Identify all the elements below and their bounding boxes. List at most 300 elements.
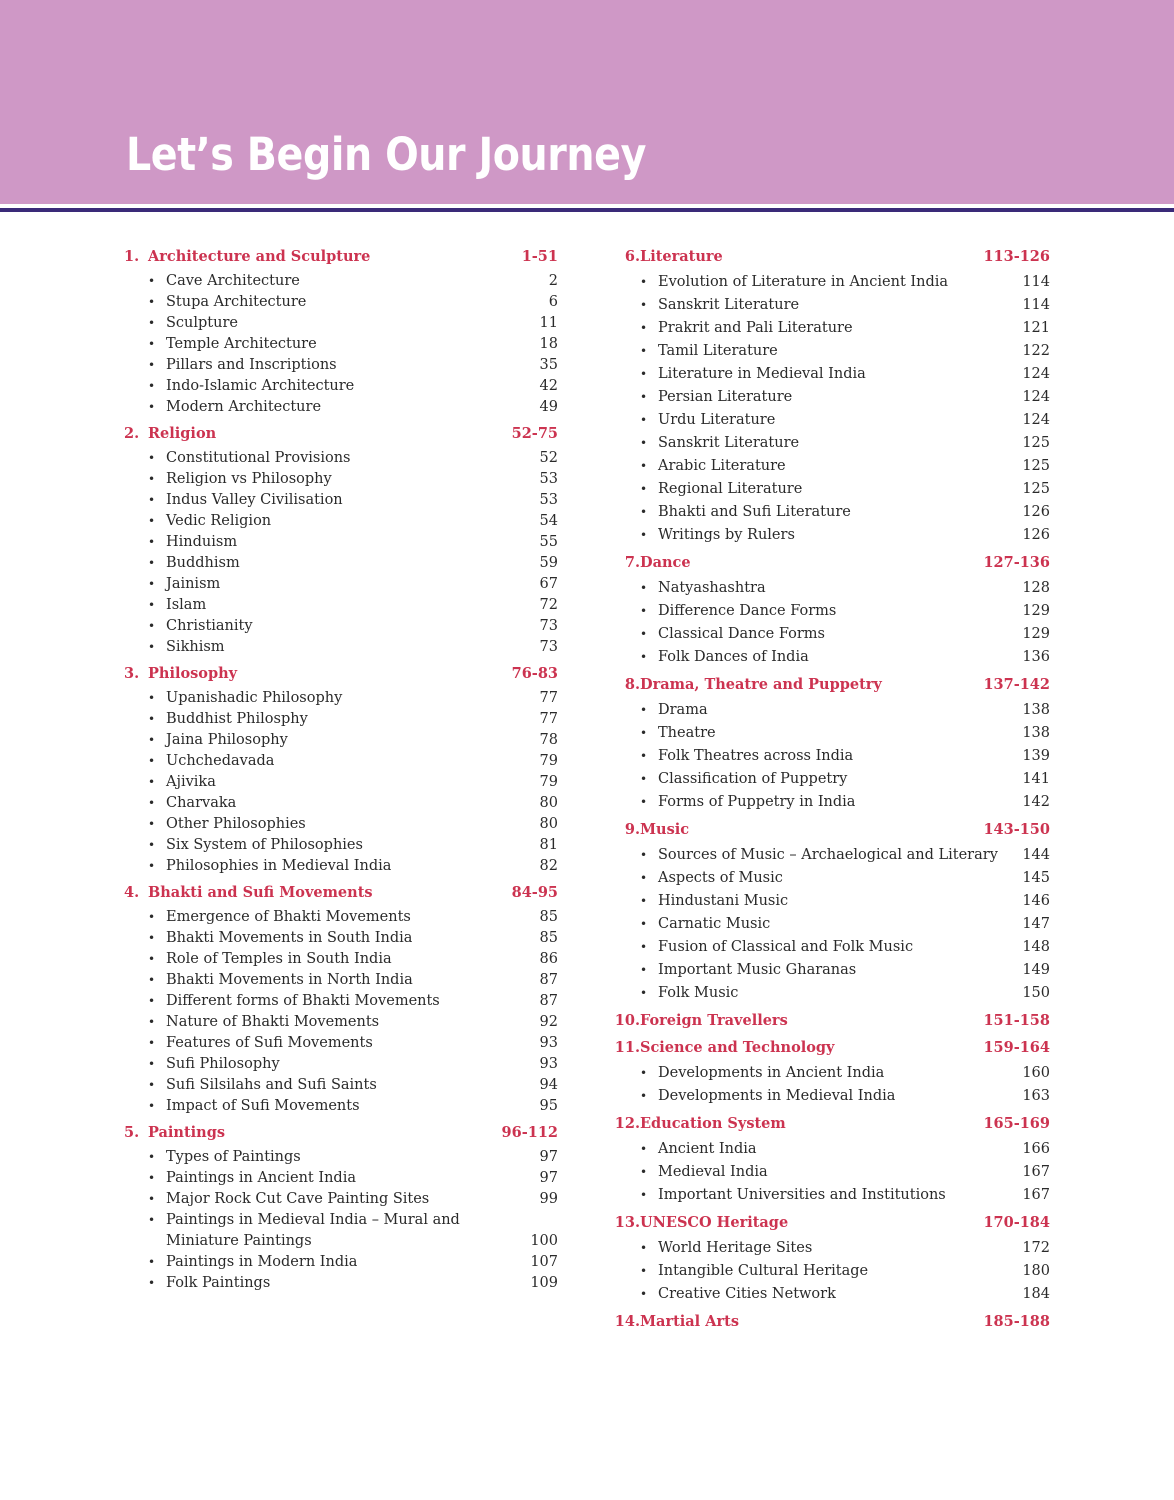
topic-page: 142 [1022,794,1050,810]
topic-label-group [640,340,1022,363]
topic-label-group [640,294,1022,317]
topic-label[interactable]: Carnatic Music [658,916,771,932]
topic-item[interactable] [148,949,558,970]
topic-item[interactable] [640,455,1050,478]
topic-item[interactable] [640,1237,1050,1260]
topic-item[interactable] [148,553,558,574]
topic-item[interactable] [148,271,558,292]
bullet-icon: • [148,1213,156,1227]
topic-label[interactable]: Paintings in Ancient India [166,1170,357,1186]
topic-label[interactable]: Indo-Islamic Architecture [166,378,355,394]
topic-label[interactable]: Arabic Literature [658,458,786,474]
topic-label[interactable]: Hindustani Music [658,893,789,909]
header-rule [0,208,1174,212]
topic-label[interactable]: Drama [658,702,708,718]
topic-item[interactable] [148,1075,558,1096]
topic-label[interactable]: Creative Cities Network [658,1286,836,1302]
topic-label-group [640,913,1022,936]
topic-list [124,688,558,877]
topic-item[interactable] [640,699,1050,722]
topic-label[interactable]: Role of Temples in South India [166,951,392,967]
topic-label[interactable]: Indus Valley Civilisation [166,492,343,508]
chapter-heading[interactable] [606,1212,1050,1234]
topic-label-group [640,867,1022,890]
topic-label-group [148,595,540,616]
topic-item[interactable] [640,959,1050,982]
bullet-icon: • [640,1188,648,1202]
topic-label-group [148,751,540,772]
topic-label[interactable]: Jaina Philosophy [166,732,288,748]
toc-chapter [124,246,558,418]
chapter-heading[interactable] [606,1311,1050,1333]
topic-label[interactable]: Classical Dance Forms [658,626,825,642]
bullet-icon: • [148,619,156,633]
chapter-heading[interactable] [606,819,1050,841]
topic-label[interactable]: Evolution of Literature in Ancient India [658,274,949,290]
topic-label[interactable]: Types of Paintings [166,1149,301,1165]
topic-item[interactable] [148,907,558,928]
bullet-icon: • [148,838,156,852]
topic-label[interactable]: Folk Dances of India [658,649,809,665]
topic-item[interactable] [640,913,1050,936]
chapter-title[interactable]: Architecture and Sculpture [148,248,371,265]
topic-label[interactable]: Medieval India [658,1164,768,1180]
bullet-icon: • [640,650,648,664]
bullet-icon: • [148,577,156,591]
chapter-title[interactable]: Literature [640,248,723,265]
topic-page: 73 [539,618,558,634]
topic-item[interactable] [640,623,1050,646]
topic-page: 81 [539,837,558,853]
topic-label[interactable]: Jainism [166,576,221,592]
chapter-title-group [124,882,373,904]
topic-item[interactable] [148,1147,558,1168]
bullet-icon: • [640,367,648,381]
bullet-icon: • [640,298,648,312]
toc-column-left [124,246,558,1294]
topic-item[interactable] [640,1184,1050,1207]
chapter-title-group [124,663,237,685]
topic-label[interactable]: Sculpture [166,315,238,331]
bullet-icon: • [640,940,648,954]
topic-item[interactable] [640,646,1050,669]
bullet-icon: • [148,400,156,414]
topic-item[interactable] [148,1012,558,1033]
bullet-icon: • [640,894,648,908]
topic-item[interactable] [148,511,558,532]
topic-label[interactable]: Folk Music [658,985,739,1001]
chapter-number: 6. [624,248,640,265]
topic-item[interactable] [640,294,1050,317]
topic-page: 94 [539,1077,558,1093]
topic-page: 129 [1022,626,1050,642]
topic-label[interactable]: Sanskrit Literature [658,297,800,313]
topic-list [606,271,1050,547]
topic-label[interactable]: Hinduism [166,534,238,550]
chapter-heading[interactable] [606,552,1050,574]
topic-item[interactable] [640,432,1050,455]
topic-item[interactable] [148,574,558,595]
bullet-icon: • [148,952,156,966]
topic-label[interactable]: Sources of Music – Archaelogical and Literary [658,847,998,863]
chapter-heading[interactable] [606,674,1050,696]
topic-item[interactable] [640,890,1050,913]
topic-item[interactable] [640,600,1050,623]
topic-label[interactable]: Modern Architecture [166,399,322,415]
topic-item[interactable] [640,844,1050,867]
topic-item[interactable] [148,292,558,313]
topic-item[interactable] [640,791,1050,814]
topic-item[interactable] [148,469,558,490]
topic-page: 167 [1022,1187,1050,1203]
topic-page: 87 [539,993,558,1009]
chapter-title[interactable]: Bhakti and Sufi Movements [148,884,373,901]
bullet-icon: • [148,973,156,987]
topic-item[interactable] [148,772,558,793]
chapter-heading[interactable] [124,663,558,685]
bullet-icon: • [148,1099,156,1113]
topic-label[interactable]: Aspects of Music [658,870,783,886]
topic-item[interactable] [148,1033,558,1054]
chapter-title[interactable]: Dance [640,554,691,571]
topic-list [606,699,1050,814]
topic-item[interactable] [148,355,558,376]
topic-label[interactable]: World Heritage Sites [658,1240,813,1256]
topic-item[interactable] [148,730,558,751]
topic-item[interactable] [148,637,558,658]
topic-label[interactable]: Important Universities and Institutions [658,1187,946,1203]
chapter-heading[interactable] [124,423,558,445]
topic-item[interactable] [640,524,1050,547]
bullet-icon: • [640,1142,648,1156]
topic-page: 166 [1022,1141,1050,1157]
topic-label[interactable]: Six System of Philosophies [166,837,363,853]
topic-item[interactable] [640,363,1050,386]
bullet-icon: • [148,640,156,654]
topic-item[interactable] [148,376,558,397]
chapter-heading[interactable] [124,1122,558,1144]
topic-label[interactable]: Literature in Medieval India [658,366,866,382]
topic-label[interactable]: Folk Theatres across India [658,748,854,764]
topic-page: 122 [1022,343,1050,359]
topic-page: 149 [1022,962,1050,978]
topic-page: 59 [539,555,558,571]
topic-item[interactable] [148,856,558,877]
topic-item[interactable] [148,490,558,511]
topic-label[interactable]: Impact of Sufi Movements [166,1098,360,1114]
topic-label-group [640,890,1022,913]
topic-item[interactable] [148,1252,558,1273]
topic-label-group [148,616,540,637]
topic-label[interactable]: Buddhist Philosphy [166,711,308,727]
topic-label-group [148,271,549,292]
topic-label[interactable]: Major Rock Cut Cave Painting Sites [166,1191,430,1207]
bullet-icon: • [640,1165,648,1179]
topic-label[interactable]: Folk Paintings [166,1275,271,1291]
topic-item[interactable] [640,1260,1050,1283]
topic-label[interactable]: Religion vs Philosophy [166,471,332,487]
header-banner [0,0,1174,204]
topic-item[interactable] [148,334,558,355]
bullet-icon: • [148,796,156,810]
topic-page: 11 [539,315,558,331]
topic-label-group [640,1237,1022,1260]
toc-chapter [124,1122,558,1294]
topic-label-group [640,1184,1022,1207]
topic-item[interactable] [640,340,1050,363]
topic-label-group [640,524,1022,547]
topic-item[interactable] [148,616,558,637]
topic-label[interactable]: Sikhism [166,639,225,655]
topic-item[interactable] [640,745,1050,768]
chapter-heading[interactable] [606,246,1050,268]
topic-label[interactable]: Fusion of Classical and Folk Music [658,939,914,955]
chapter-title-group [606,246,723,268]
topic-label[interactable]: Intangible Cultural Heritage [658,1263,869,1279]
chapter-heading[interactable] [606,1037,1050,1059]
bullet-icon: • [148,514,156,528]
topic-item[interactable] [148,595,558,616]
topic-item[interactable] [640,577,1050,600]
topic-page: 124 [1022,412,1050,428]
chapter-number: 14. [614,1313,640,1330]
topic-label[interactable]: Paintings in Medieval India – Mural and Miniature Paintings [166,1212,460,1249]
topic-page: 146 [1022,893,1050,909]
topic-label-group [640,1283,1022,1306]
topic-label[interactable]: Bhakti Movements in North India [166,972,413,988]
chapter-title-group [606,1010,788,1032]
topic-label[interactable]: Emergence of Bhakti Movements [166,909,411,925]
topic-page: 93 [539,1035,558,1051]
topic-label-group [640,768,1022,791]
topic-page: 184 [1022,1286,1050,1302]
topic-label-group [640,577,1022,600]
topic-list [606,1138,1050,1207]
toc-column-right [606,246,1050,1336]
topic-label-group [148,532,540,553]
topic-item[interactable] [640,271,1050,294]
topic-page: 77 [539,690,558,706]
bullet-icon: • [148,274,156,288]
topic-label[interactable]: Bhakti and Sufi Literature [658,504,851,520]
chapter-title[interactable]: Science and Technology [640,1039,835,1056]
topic-list [606,1237,1050,1306]
topic-item[interactable] [148,532,558,553]
bullet-icon: • [640,321,648,335]
chapter-pages: 143-150 [983,821,1050,838]
topic-item[interactable] [148,991,558,1012]
topic-label[interactable]: Ancient India [658,1141,757,1157]
topic-item[interactable] [148,1189,558,1210]
topic-list [606,1062,1050,1108]
topic-label-group [640,844,1022,867]
topic-item[interactable] [640,1161,1050,1184]
topic-page: 87 [539,972,558,988]
chapter-title[interactable]: Philosophy [148,665,238,682]
topic-item[interactable] [148,835,558,856]
topic-item[interactable] [148,709,558,730]
toc-chapter [606,1010,1050,1032]
bullet-icon: • [148,358,156,372]
topic-label-group [640,646,1022,669]
topic-page: 73 [539,639,558,655]
topic-label-group [148,553,540,574]
chapter-number: 9. [624,821,640,838]
chapter-title-group [606,1113,786,1135]
topic-label[interactable]: Theatre [658,725,716,741]
topic-label[interactable]: Cave Architecture [166,273,300,289]
topic-label[interactable]: Classification of Puppetry [658,771,848,787]
topic-label-group [148,1273,530,1294]
chapter-title[interactable]: Drama, Theatre and Puppetry [640,676,882,693]
topic-label[interactable]: Nature of Bhakti Movements [166,1014,380,1030]
bullet-icon: • [640,1066,648,1080]
topic-page: 145 [1022,870,1050,886]
topic-item[interactable] [148,970,558,991]
chapter-heading[interactable] [606,1113,1050,1135]
topic-label[interactable]: Pillars and Inscriptions [166,357,337,373]
topic-item[interactable] [148,448,558,469]
topic-label[interactable]: Important Music Gharanas [658,962,857,978]
chapter-title[interactable]: Education System [640,1115,786,1132]
bullet-icon: • [640,1287,648,1301]
topic-item[interactable] [640,1283,1050,1306]
topic-label-group [640,386,1022,409]
topic-item[interactable] [640,501,1050,524]
topic-page: 150 [1022,985,1050,1001]
topic-label-group [148,355,540,376]
topic-label[interactable]: Different forms of Bhakti Movements [166,993,440,1009]
topic-label[interactable]: Features of Sufi Movements [166,1035,373,1051]
chapter-heading[interactable] [124,882,558,904]
chapter-heading[interactable] [124,246,558,268]
topic-label[interactable]: Uchchedavada [166,753,275,769]
topic-item[interactable] [148,1273,558,1294]
chapter-pages: 76-83 [511,665,558,682]
topic-item[interactable] [148,814,558,835]
topic-label[interactable]: Developments in Ancient India [658,1065,885,1081]
chapter-title[interactable]: Music [640,821,690,838]
topic-label[interactable]: Philosophies in Medieval India [166,858,392,874]
topic-page: 80 [539,816,558,832]
topic-label-group [148,1168,540,1189]
chapter-pages: 127-136 [983,554,1050,571]
topic-item[interactable] [148,313,558,334]
topic-label[interactable]: Bhakti Movements in South India [166,930,413,946]
topic-label[interactable]: Islam [166,597,207,613]
topic-label[interactable]: Natyashashtra [658,580,766,596]
topic-item[interactable] [148,688,558,709]
topic-item[interactable] [640,386,1050,409]
topic-label-group [148,949,540,970]
topic-label[interactable]: Stupa Architecture [166,294,307,310]
topic-label[interactable]: Buddhism [166,555,240,571]
topic-label[interactable]: Sufi Philosophy [166,1056,280,1072]
bullet-icon: • [148,535,156,549]
topic-item[interactable] [148,1096,558,1117]
topic-label[interactable]: Vedic Religion [166,513,272,529]
topic-page: 172 [1022,1240,1050,1256]
topic-item[interactable] [640,1085,1050,1108]
chapter-title[interactable]: Religion [148,425,217,442]
topic-label[interactable]: Paintings in Modern India [166,1254,358,1270]
topic-label[interactable]: Sanskrit Literature [658,435,800,451]
topic-page: 114 [1022,297,1050,313]
topic-label[interactable]: Ajivika [166,774,216,790]
topic-label-group [148,292,549,313]
topic-label[interactable]: Tamil Literature [658,343,778,359]
topic-label[interactable]: Urdu Literature [658,412,776,428]
topic-page: 54 [539,513,558,529]
topic-page: 124 [1022,366,1050,382]
topic-label[interactable]: Developments in Medieval India [658,1088,896,1104]
topic-item[interactable] [640,317,1050,340]
topic-item[interactable] [640,768,1050,791]
topic-label[interactable]: Constitutional Provisions [166,450,351,466]
topic-item[interactable] [148,1210,558,1252]
topic-item[interactable] [148,1054,558,1075]
topic-label-group [640,432,1022,455]
bullet-icon: • [148,859,156,873]
chapter-number: 12. [614,1115,640,1132]
topic-item[interactable] [148,1168,558,1189]
chapter-title[interactable]: UNESCO Heritage [640,1214,789,1231]
topic-label[interactable]: Writings by Rulers [658,527,795,543]
bullet-icon: • [640,390,648,404]
topic-label[interactable]: Difference Dance Forms [658,603,837,619]
topic-item[interactable] [640,1062,1050,1085]
topic-item[interactable] [640,936,1050,959]
topic-label[interactable]: Regional Literature [658,481,803,497]
topic-label-group [148,970,540,991]
bullet-icon: • [640,459,648,473]
topic-item[interactable] [148,397,558,418]
bullet-icon: • [148,817,156,831]
topic-page: 85 [539,909,558,925]
topic-label[interactable]: Sufi Silsilahs and Sufi Saints [166,1077,377,1093]
topic-label[interactable]: Other Philosophies [166,816,306,832]
topic-page: 18 [539,336,558,352]
topic-label-group [148,1147,540,1168]
topic-item[interactable] [148,928,558,949]
bullet-icon: • [640,1089,648,1103]
chapter-title[interactable]: Martial Arts [640,1313,739,1330]
topic-page: 109 [530,1275,558,1291]
topic-label[interactable]: Temple Architecture [166,336,317,352]
topic-page: 2 [548,273,558,289]
topic-label[interactable]: Christianity [166,618,253,634]
chapter-title[interactable]: Foreign Travellers [640,1012,788,1029]
topic-item[interactable] [640,982,1050,1005]
topic-item[interactable] [148,793,558,814]
topic-label[interactable]: Persian Literature [658,389,793,405]
topic-item[interactable] [148,751,558,772]
topic-item[interactable] [640,478,1050,501]
topic-label[interactable]: Forms of Puppetry in India [658,794,856,810]
topic-page: 77 [539,711,558,727]
topic-item[interactable] [640,409,1050,432]
topic-label[interactable]: Charvaka [166,795,237,811]
topic-item[interactable] [640,722,1050,745]
topic-label[interactable]: Upanishadic Philosophy [166,690,343,706]
chapter-heading[interactable] [606,1010,1050,1032]
topic-label-group [640,623,1022,646]
topic-item[interactable] [640,1138,1050,1161]
topic-label[interactable]: Prakrit and Pali Literature [658,320,853,336]
bullet-icon: • [148,733,156,747]
chapter-title[interactable]: Paintings [148,1124,226,1141]
topic-item[interactable] [640,867,1050,890]
